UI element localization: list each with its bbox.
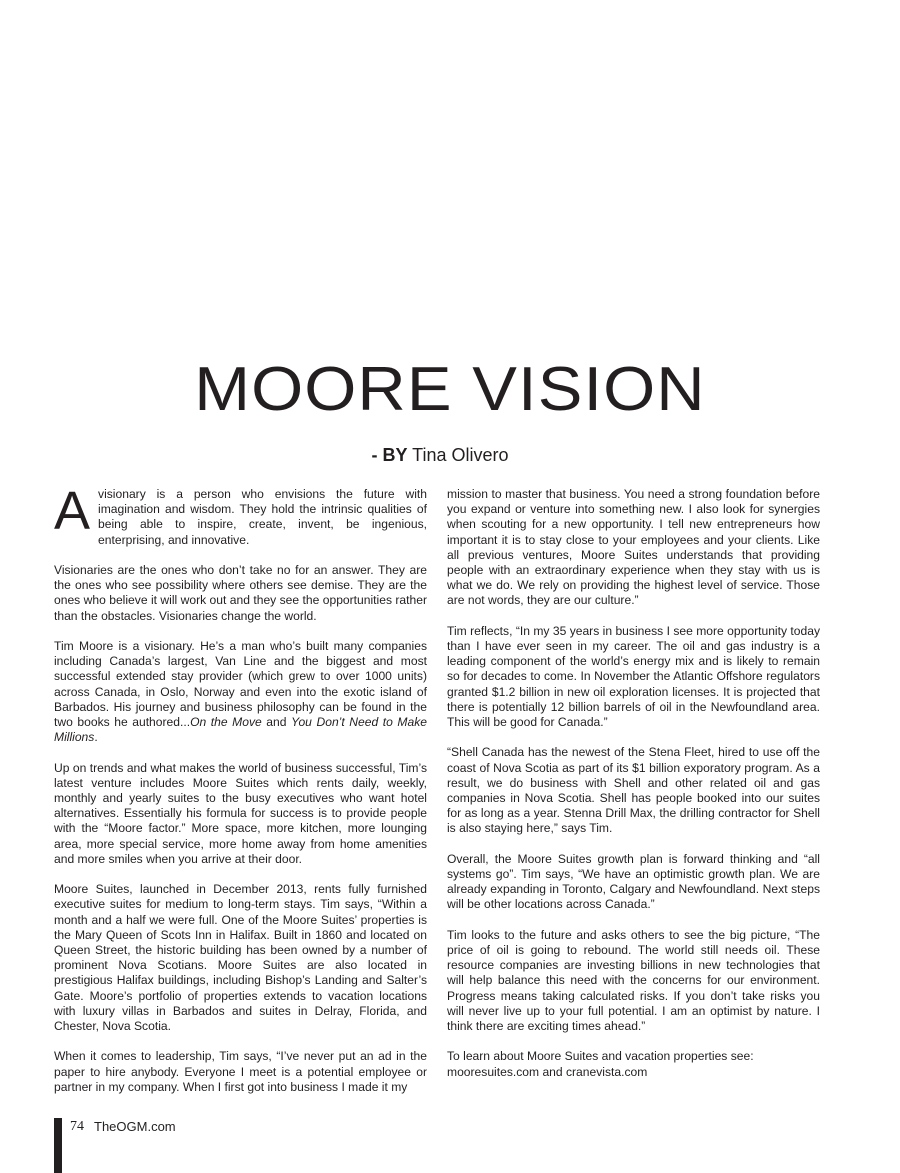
paragraph: Visionaries are the ones who don’t take no for an answer. They are the ones who see possibility where others see demise. They are the ones who believe it will work out and they see the opportunities rather than the obstacles. Visionaries change the world. <box>54 563 427 623</box>
paragraph: “Shell Canada has the newest of the Stena Fleet, hired to use off the coast of Nova Scotia as part of its $1 billion exporatory program. As a result, we do business with Shell and other related oil and gas companies in Nova Scotia. Shell has people booked into our suites for as long as a year. Stenna Drill Max, the drilling contractor for Shell is also staying here,” says Tim. <box>447 745 820 836</box>
byline-prefix: - BY <box>371 445 408 465</box>
paragraph-text: visionary is a person who envisions the future with imagination and wisdom. They hold the intrinsic qualities of being able to inspire, create, invent, be ingenious, enterprising, and innovative. <box>98 487 427 547</box>
paragraph: When it comes to leadership, Tim says, “I’ve never put an ad in the paper to hire anybody. Everyone I meet is a potential employee or partner in my company. When I first got into business I made it my <box>54 1049 427 1094</box>
paragraph-text: . <box>94 730 98 745</box>
paragraph-text: and <box>261 715 292 730</box>
paragraph <box>447 1049 820 1079</box>
book-title: You Don’t Need to Make Millions <box>54 715 427 745</box>
drop-cap: A <box>54 481 91 541</box>
paragraph: Up on trends and what makes the world of business successful, Tim’s latest venture includes Moore Suites which rents daily, weekly, monthly and yearly suites to the busy executives who want hotel alternatives. Essentially his formula for success is to provide people with the “Moore factor.” More space, more kitchen, more lounging area, more special service, more home away from home amenities and more smiles when you arrive at their door. <box>54 760 427 866</box>
paragraph-text: To learn about Moore Suites and vacation properties see: <box>447 1049 754 1064</box>
paragraph: Tim reflects, “In my 35 years in business I see more opportunity today than I have ever seen in my career. The oil and gas industry is a leading component of the world’s energy mix and is likely to remain so for decades to come. In November the Atlantic Offshore regulators granted $1.2 billion in new oil exploration licenses. It is projected that there is potentially 12 billion barrels of oil in the Newfoundland area. This will be good for Canada.” <box>447 623 820 730</box>
website-links: mooresuites.com and cranevista.com <box>447 1064 648 1079</box>
left-column <box>54 481 427 1095</box>
footer-bar <box>54 1118 62 1173</box>
paragraph: mission to master that business. You need a strong foundation before you expand or venture into something new. I also look for synergies when scouting for a new opportunity. I tell new entrepreneurs how important it is to stay close to your employees and your clients. Like all previous ventures, Moore Suites understands that providing people with an extraordinary experience when they stay with us is what we do. We rely on providing the highest level of service. Those are not words, they are our culture.” <box>447 487 820 608</box>
site-name: TheOGM.com <box>94 1119 176 1134</box>
right-column <box>447 487 820 1080</box>
page-number: 74 <box>70 1119 84 1134</box>
paragraph <box>54 481 427 548</box>
paragraph-text: Tim Moore is a visionary. He’s a man who’s built many companies including Canada’s largest, Van Line and the biggest and most successful extended stay provider (which grew to over 1000 units) across Canada, in Oslo, Norway and even into the exotic island of Barbados. His journey and business philosophy can be found in the two books he authored... <box>54 639 427 730</box>
book-title: On the Move <box>190 715 262 730</box>
paragraph: Tim looks to the future and asks others to see the big picture, “The price of oil is going to rebound. The world still needs oil. These resource companies are investing billions in new technologies that will help balance this need with the concerns for our environment. Progress means taking calculated risks. If you don’t take risks you will never live up to your full potential. I am an optimist by nature. I think there are exciting times ahead.” <box>447 927 820 1034</box>
byline-author: Tina Olivero <box>412 445 509 465</box>
article-title: MOORE VISION <box>194 355 706 424</box>
paragraph <box>54 639 427 745</box>
byline <box>0 444 880 466</box>
paragraph: Overall, the Moore Suites growth plan is forward thinking and “all systems go”. Tim says, “We have an optimistic growth plan. We are already expanding in Toronto, Calgary and Newfoundland. Next steps will be other locations across Canada.” <box>447 851 820 912</box>
paragraph: Moore Suites, launched in December 2013, rents fully furnished executive suites for medium to long-term stays. Tim says, “Within a month and a half we were full. One of the Moore Suites’ properties is the Mary Queen of Scots Inn in Halifax. Built in 1860 and located on Queen Street, the historic building has been owned by a number of prominent Nova Scotians. Moore Suites are also located in prestigious Halifax buildings, including Bishop’s Landing and Salter’s Gate. Moore’s portfolio of properties extends to vacation locations with luxury villas in Barbados and suites in Delray, Florida, and Chester, Nova Scotia. <box>54 882 427 1034</box>
